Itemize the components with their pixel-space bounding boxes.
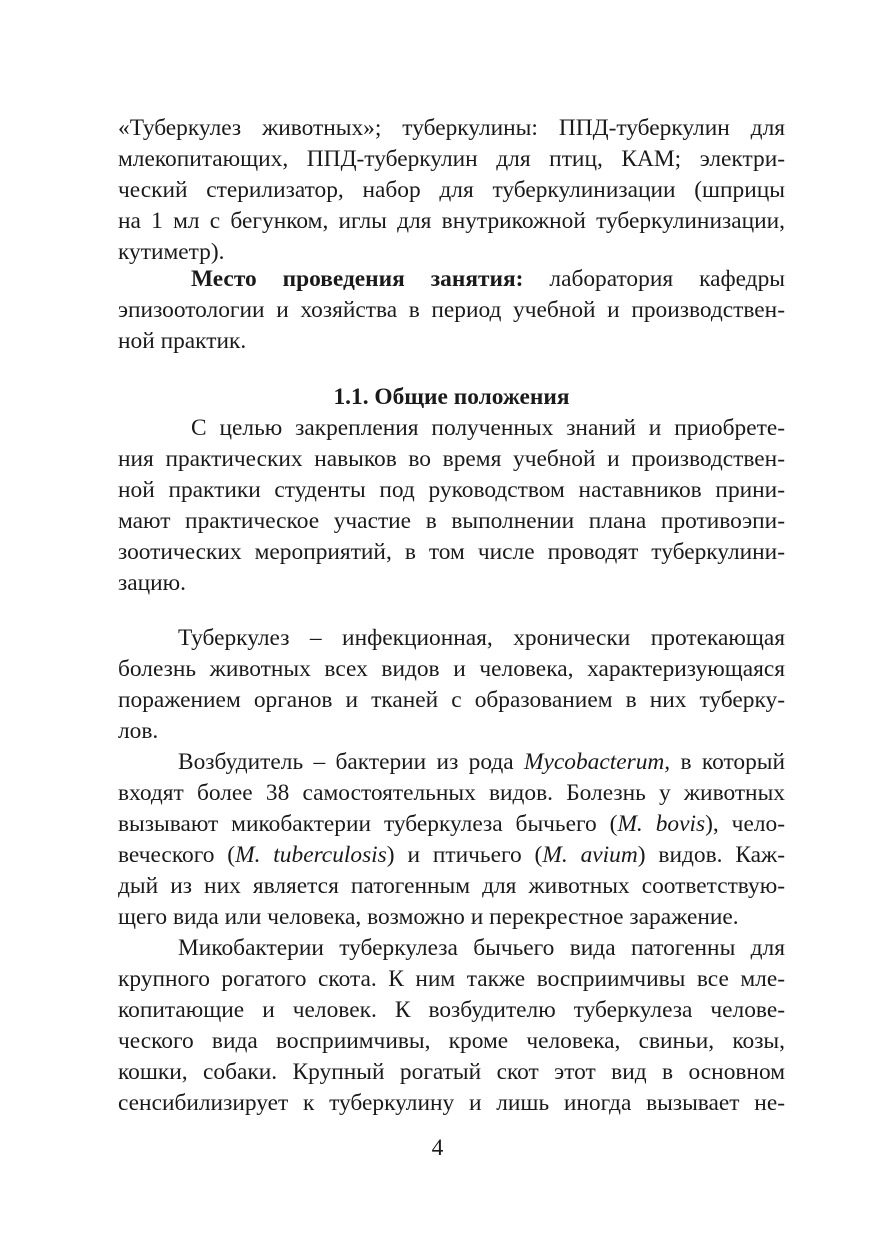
text-line: млекопитающих, ППД-туберкулин для птиц, КАМ; электри- bbox=[118, 146, 785, 172]
text-line: эпизоотологии и хозяйства в период учебной и производствен- bbox=[118, 297, 785, 323]
text-line bbox=[178, 745, 785, 779]
italic-term: Mycobacterum, bbox=[524, 749, 671, 775]
italic-term: M. tuberculosis bbox=[235, 842, 387, 868]
text-line: ческий стерилизатор, набор для туберкулинизации (шприцы bbox=[118, 177, 785, 203]
page-number: 4 bbox=[431, 1135, 444, 1161]
text-line: копитающие и человек. К возбудителю туберкулеза челове- bbox=[118, 997, 785, 1023]
text-line: на 1 мл с бегунком, иглы для внутрикожной туберкулинизации, bbox=[118, 208, 785, 234]
text-line: зацию. bbox=[118, 570, 186, 596]
text-line: дый из них является патогенным для животных соответствую- bbox=[118, 873, 785, 899]
text-run: веческого ( bbox=[118, 842, 236, 868]
text-line: крупного рогатого скота. К ним также восприимчивы все мле- bbox=[118, 966, 785, 992]
text-run: вызывают микобактерии туберкулеза бычьего ( bbox=[118, 811, 618, 837]
text-line: мают практическое участие в выполнении плана противоэпи- bbox=[118, 508, 785, 534]
text-line: ной практики студенты под руководством наставников прини- bbox=[118, 477, 785, 503]
text-run: Возбудитель – бактерии из рода bbox=[178, 749, 525, 775]
text-line: Микобактерии туберкулеза бычьего вида патогенны для bbox=[178, 935, 785, 961]
text-line: кутиметр). bbox=[118, 239, 225, 265]
italic-term: M. avium bbox=[542, 842, 638, 868]
place-text: лаборатория кафедры bbox=[549, 266, 785, 292]
text-line: Туберкулез – инфекционная, хронически протекающая bbox=[178, 625, 785, 651]
text-line: ной практик. bbox=[118, 328, 247, 354]
text-line: ния практических навыков во время учебной и производствен- bbox=[118, 446, 785, 472]
place-line bbox=[191, 262, 785, 296]
text-line bbox=[118, 807, 785, 841]
text-line: зоотических мероприятий, в том числе проводят туберкулини- bbox=[118, 539, 785, 565]
text-run: ) видов. Каж- bbox=[637, 842, 785, 868]
place-label: Место проведения занятия: bbox=[191, 266, 524, 292]
text-run: в который bbox=[670, 749, 786, 775]
text-line: входят более 38 самостоятельных видов. Болезнь у животных bbox=[118, 780, 785, 806]
italic-term: M. bovis bbox=[617, 811, 706, 837]
text-line: ческого вида восприимчивы, кроме человека, свиньи, козы, bbox=[118, 1028, 785, 1054]
text-line: сенсибилизирует к туберкулину и лишь иногда вызывает не- bbox=[118, 1090, 785, 1116]
text-line: кошки, собаки. Крупный рогатый скот этот вид в основном bbox=[118, 1059, 785, 1085]
text-line: С целью закрепления полученных знаний и приобрете- bbox=[191, 415, 785, 441]
text-run: ) и птичьего ( bbox=[386, 842, 543, 868]
text-line: болезнь животных всех видов и человека, характеризующаяся bbox=[118, 656, 785, 682]
text-line: поражением органов и тканей с образованием в них туберку- bbox=[118, 687, 785, 713]
text-line: щего вида или человека, возможно и перекрестное заражение. bbox=[118, 904, 739, 930]
text-run: ), чело- bbox=[705, 811, 785, 837]
text-line: лов. bbox=[118, 718, 159, 744]
text-line: «Туберкулез животных»; туберкулины: ППД-туберкулин для bbox=[118, 115, 785, 141]
text-line bbox=[118, 838, 785, 872]
section-heading: 1.1. Общие положения bbox=[333, 384, 570, 410]
